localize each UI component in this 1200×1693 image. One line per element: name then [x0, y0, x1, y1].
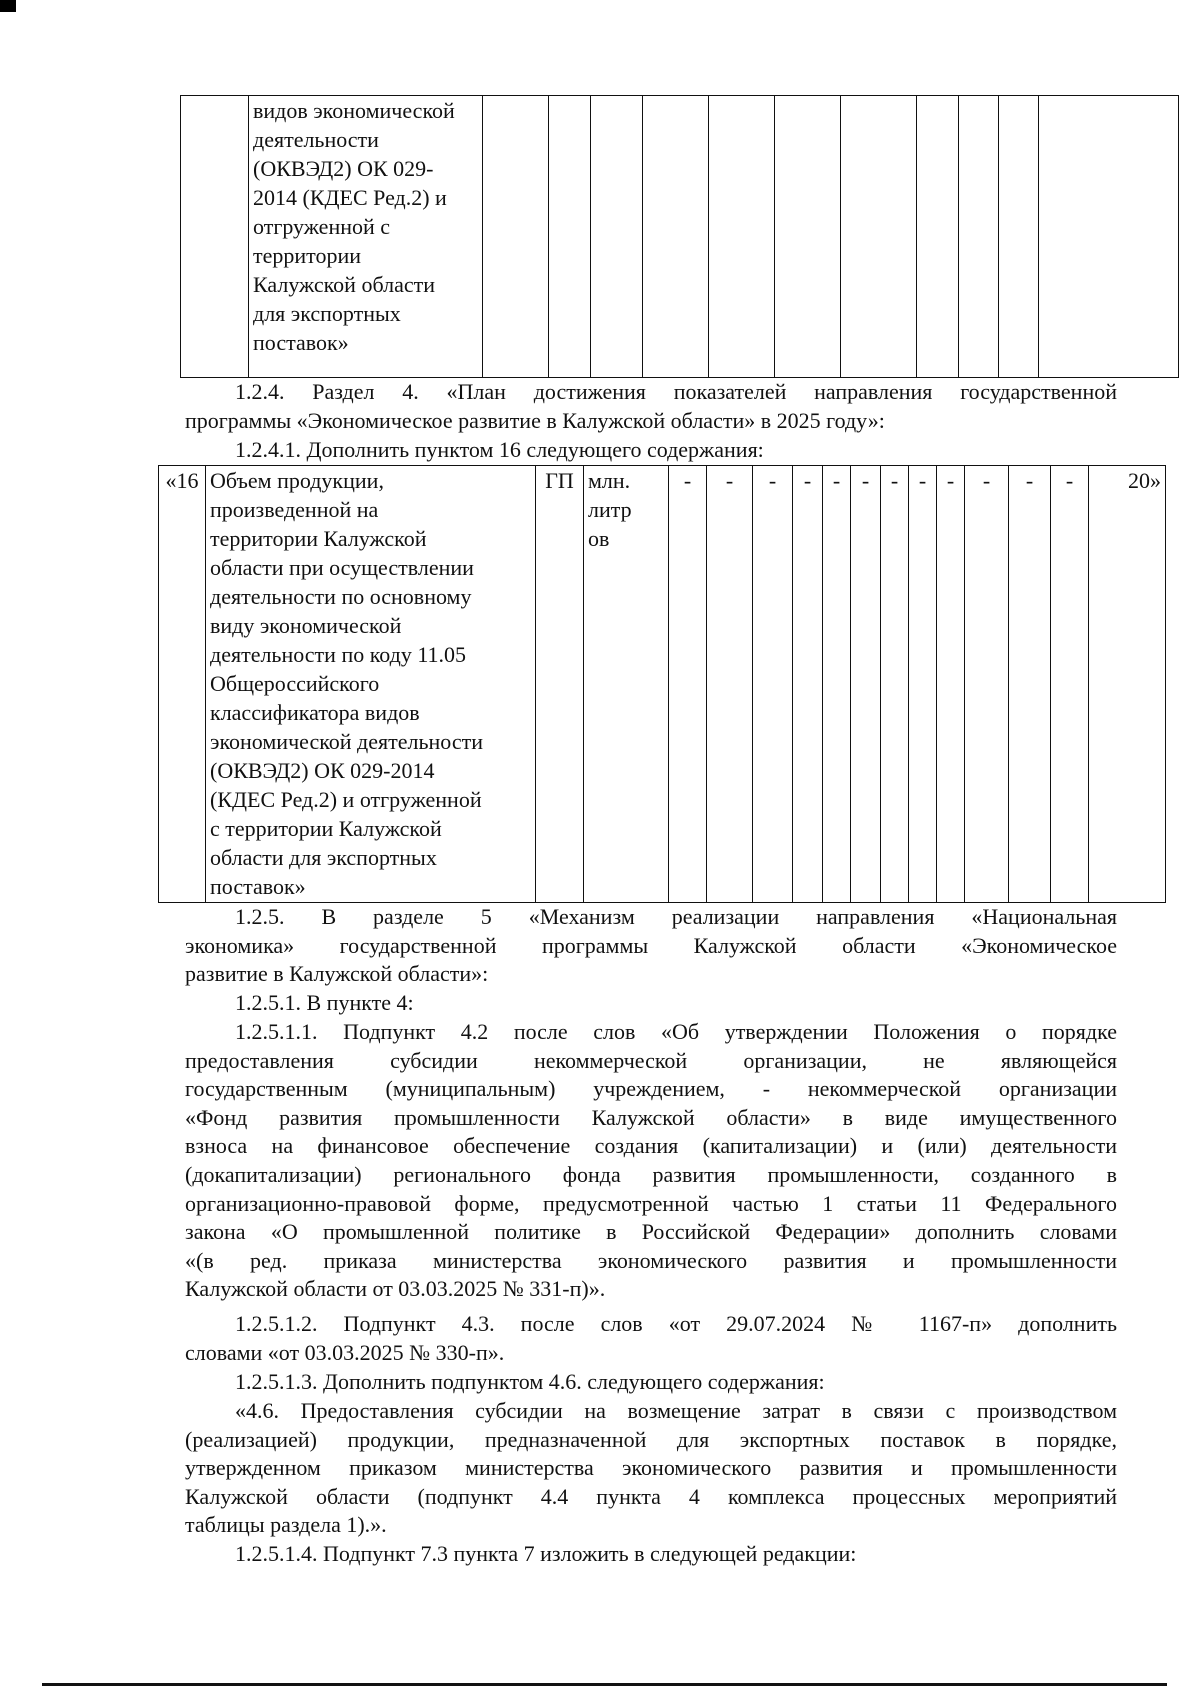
paragraph-1-2-5-1-2: [185, 1310, 1117, 1367]
month-value-cell: -: [851, 466, 881, 903]
table-cell: [1039, 96, 1179, 378]
paragraph-1-2-5: [185, 903, 1117, 989]
row-number-cell: «16: [159, 466, 206, 903]
scan-corner-mark: [0, 0, 16, 12]
text-line: государственным (муниципальным) учреждением, - некоммерческой организации: [185, 1076, 1117, 1102]
paragraph-1-2-5-1-4: 1.2.5.1.4. Подпункт 7.3 пункта 7 изложить в следующей редакции:: [235, 1541, 857, 1566]
text-line: утвержденном приказом министерства экономического развития и промышленности: [185, 1455, 1117, 1481]
table-row: [159, 466, 1166, 903]
table-cell: [775, 96, 841, 378]
text-line: (ОКВЭД2) ОК 029-2014: [210, 758, 435, 783]
text-line: с территории Калужской: [210, 816, 442, 841]
text-line: деятельности по основному: [210, 584, 472, 609]
text-line: взноса на финансовое обеспечение создания (капитализации) и (или) деятельности: [185, 1133, 1117, 1159]
table-cell: [483, 96, 549, 378]
table-cell: [917, 96, 959, 378]
table-cell: [643, 96, 709, 378]
text-line: территории: [253, 243, 362, 268]
text-line: организационно-правовой форме, предусмотренной частью 1 статьи 11 Федерального: [185, 1190, 1117, 1216]
plan-indicators-table: [158, 465, 1166, 903]
table-cell: [591, 96, 643, 378]
table-cell: [181, 96, 249, 378]
text-line: Калужской области от 03.03.2025 № 331-п)».: [185, 1276, 606, 1302]
page-bottom-rule: [42, 1683, 1167, 1686]
table-cell: [959, 96, 999, 378]
text-line: области при осуществлении: [210, 555, 474, 580]
table-cell: [549, 96, 591, 378]
text-line: Калужской области (подпункт 4.4 пункта 4 комплекса процессных мероприятий: [185, 1483, 1117, 1509]
text-line: «Фонд развития промышленности Калужской области» в виде имущественного: [185, 1104, 1117, 1130]
month-value-cell: -: [909, 466, 937, 903]
text-line: деятельности: [253, 127, 379, 152]
text-line: литр: [588, 497, 632, 522]
text-line: таблицы раздела 1).».: [185, 1512, 387, 1538]
text-line: (ОКВЭД2) ОК 029-: [253, 156, 434, 181]
text-line: ов: [588, 526, 610, 551]
paragraph-1-2-5-1-1: [185, 1018, 1117, 1304]
text-line: поставок»: [253, 330, 349, 355]
paragraph-1-2-5-1-3: 1.2.5.1.3. Дополнить подпунктом 4.6. следующего содержания:: [235, 1369, 825, 1394]
text-line: произведенной на: [210, 497, 379, 522]
text-line: деятельности по коду 11.05: [210, 642, 467, 667]
month-value-cell: -: [793, 466, 823, 903]
text-line: классификатора видов: [210, 700, 420, 725]
month-value-cell: -: [1051, 466, 1089, 903]
text-line: области для экспортных: [210, 845, 437, 870]
text-line: закона «О промышленной политике в Российской Федерации» дополнить словами: [185, 1219, 1117, 1245]
paragraph-1-2-5-1: 1.2.5.1. В пункте 4:: [235, 990, 414, 1015]
paragraph-4-6: [185, 1397, 1117, 1540]
month-value-cell: -: [965, 466, 1009, 903]
text-line: (реализацией) продукции, предназначенной для экспортных поставок в порядке,: [185, 1426, 1117, 1452]
text-line: Калужской области: [253, 272, 435, 297]
text-line: млн.: [588, 468, 631, 493]
text-line: «(в ред. приказа министерства экономического развития и промышленности: [185, 1247, 1117, 1273]
text-line: развитие в Калужской области»:: [185, 961, 489, 987]
text-line: экономика» государственной программы Калужской области «Экономическое: [185, 932, 1117, 958]
table-cell: [709, 96, 775, 378]
text-line: видов экономической: [253, 98, 455, 123]
text-line: поставок»: [210, 874, 306, 899]
text-line: виду экономической: [210, 613, 402, 638]
text-line: (докапитализации) регионального фонда развития промышленности, созданного в: [185, 1161, 1117, 1187]
month-value-cell: -: [881, 466, 909, 903]
text-line: предоставления субсидии некоммерческой организации, не являющейся: [185, 1047, 1117, 1073]
text-line: территории Калужской: [210, 526, 427, 551]
text-line: (КДЕС Ред.2) и отгруженной: [210, 787, 482, 812]
text-line: 2014 (КДЕС Ред.2) и: [253, 185, 447, 210]
paragraph-1-2-4: [185, 378, 1117, 435]
month-value-cell: -: [1009, 466, 1051, 903]
indicator-name-cell: [206, 466, 536, 903]
month-value-cell: -: [669, 466, 707, 903]
unit-cell: [584, 466, 669, 903]
text-line: для экспортных: [253, 301, 401, 326]
month-value-cell: -: [707, 466, 753, 903]
indicator-table-continuation: [180, 95, 1179, 378]
table-row: [181, 96, 1179, 378]
paragraph-1-2-4-1: 1.2.4.1. Дополнить пунктом 16 следующего содержания:: [235, 437, 764, 462]
level-cell: ГП: [536, 466, 584, 903]
text-line: Общероссийского: [210, 671, 380, 696]
text-line: 1.2.5.1.2. Подпункт 4.3. после слов «от 29.07.2024 № 1167-п» дополнить: [235, 1311, 1117, 1336]
year-end-value-cell: 20»: [1089, 466, 1166, 903]
text-line: 1.2.5.1.1. Подпункт 4.2 после слов «Об утверждении Положения о порядке: [235, 1019, 1117, 1044]
month-value-cell: -: [937, 466, 965, 903]
text-line: словами «от 03.03.2025 № 330-п».: [185, 1339, 505, 1365]
table-cell: [999, 96, 1039, 378]
text-line: экономической деятельности: [210, 729, 483, 754]
text-line: 1.2.5. В разделе 5 «Механизм реализации направления «Национальная: [235, 904, 1117, 929]
table-cell: [841, 96, 917, 378]
month-value-cell: -: [823, 466, 851, 903]
text-line: 1.2.4. Раздел 4. «План достижения показателей направления государственной: [235, 379, 1117, 404]
indicator-name-cell: [249, 96, 483, 378]
month-value-cell: -: [753, 466, 793, 903]
text-line: отгруженной с: [253, 214, 391, 239]
text-line: «4.6. Предоставления субсидии на возмещение затрат в связи с производством: [235, 1398, 1117, 1423]
text-line: программы «Экономическое развитие в Калужской области» в 2025 году»:: [185, 407, 885, 433]
text-line: Объем продукции,: [210, 468, 384, 493]
